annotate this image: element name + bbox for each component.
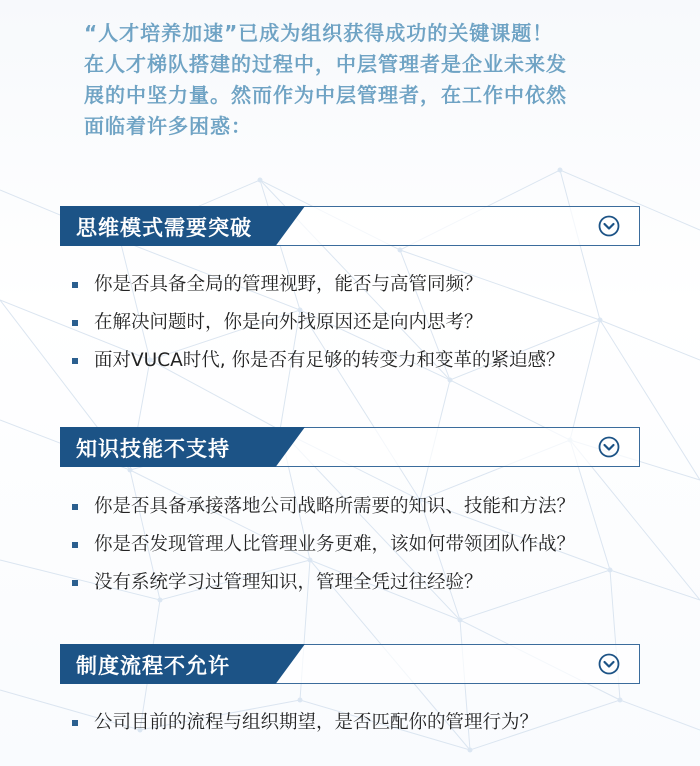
intro-line: 面临着许多困惑：: [84, 114, 252, 138]
question-list: [72, 704, 538, 742]
bullet-icon: [72, 542, 78, 548]
section-title: 思维模式需要突破: [76, 216, 252, 240]
bullet-icon: [72, 282, 78, 288]
question-text: 你是否具备全局的管理视野，能否与高管同频？: [94, 274, 483, 295]
section-header-process[interactable]: [60, 644, 640, 684]
bullet-icon: [72, 504, 78, 510]
intro-text: [84, 18, 624, 142]
chevron-down-circle-icon[interactable]: [598, 215, 620, 237]
list-item: [72, 564, 575, 602]
intro-line: 在人才梯队搭建的过程中，中层管理者是企业未来发: [84, 52, 567, 76]
question-text: 面对VUCA时代, 你是否有足够的转变力和变革的紧迫感？: [94, 350, 565, 371]
question-text: 你是否具备承接落地公司战略所需要的知识、技能和方法？: [94, 496, 576, 517]
question-text: 公司目前的流程与组织期望，是否匹配你的管理行为？: [94, 712, 539, 733]
question-list: [72, 488, 575, 602]
chevron-down-circle-icon[interactable]: [598, 653, 620, 675]
question-list: [72, 266, 565, 380]
question-text: 你是否发现管理人比管理业务更难，该如何带领团队作战？: [94, 534, 576, 555]
bullet-icon: [72, 320, 78, 326]
bullet-icon: [72, 580, 78, 586]
section-header-thinking-mode[interactable]: [60, 206, 640, 246]
intro-line: “人才培养加速”已成为组织获得成功的关键课题！: [84, 21, 554, 45]
list-item: [72, 704, 538, 742]
section-title: 知识技能不支持: [76, 437, 230, 461]
list-item: [72, 304, 565, 342]
bullet-icon: [72, 358, 78, 364]
bullet-icon: [72, 720, 78, 726]
intro-line: 展的中坚力量。然而作为中层管理者，在工作中依然: [84, 83, 567, 107]
list-item: [72, 488, 575, 526]
list-item: [72, 266, 565, 304]
section-title: 制度流程不允许: [76, 654, 230, 678]
list-item: [72, 342, 565, 380]
section-header-knowledge-skills[interactable]: [60, 427, 640, 467]
list-item: [72, 526, 575, 564]
chevron-down-circle-icon[interactable]: [598, 436, 620, 458]
question-text: 没有系统学习过管理知识，管理全凭过往经验？: [94, 572, 483, 593]
question-text: 在解决问题时，你是向外找原因还是向内思考？: [94, 312, 483, 333]
